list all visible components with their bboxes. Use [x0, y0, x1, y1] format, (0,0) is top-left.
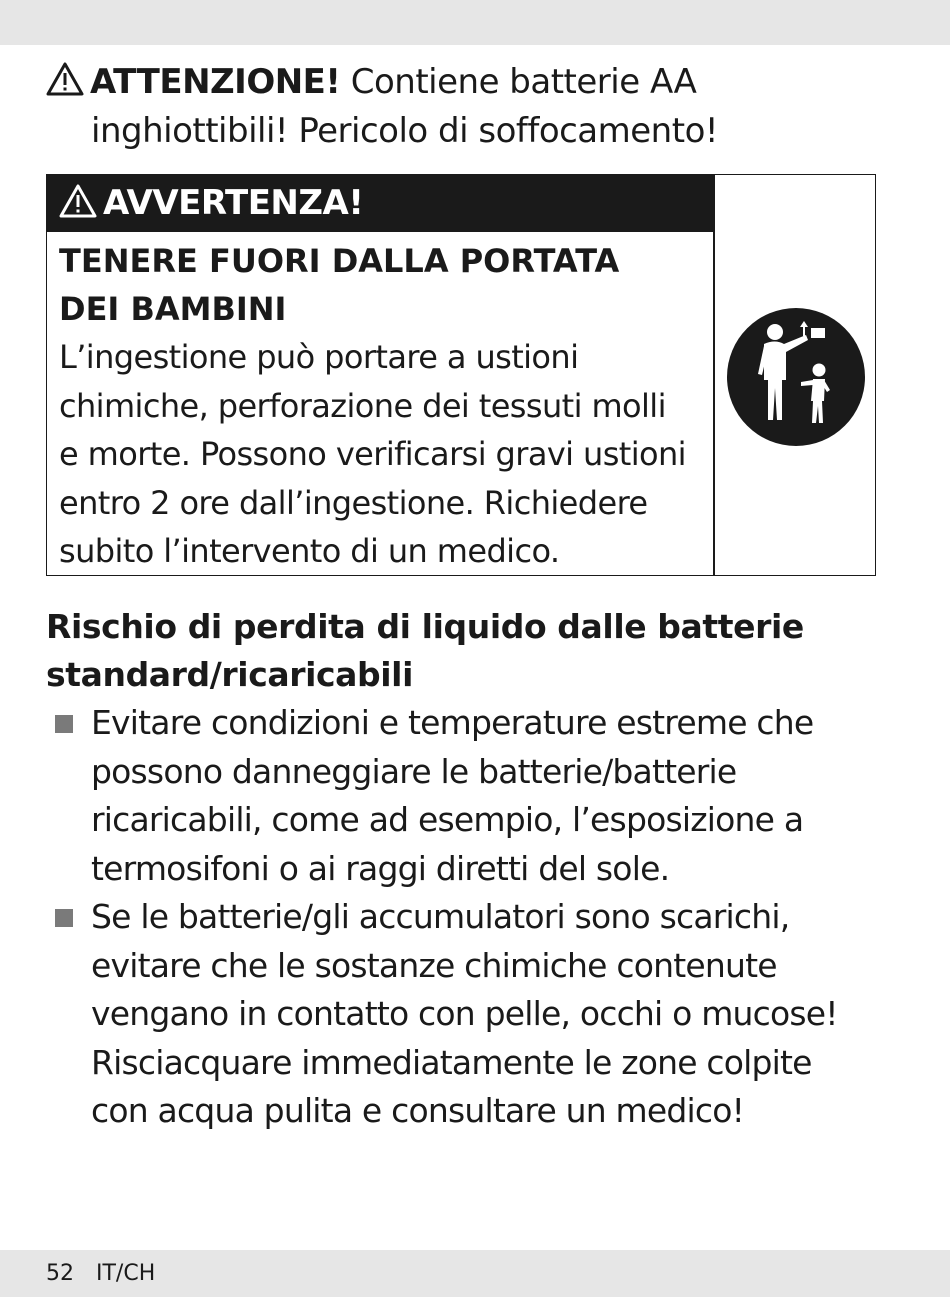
section-title-line: standard/ricaricabili [46, 655, 414, 694]
warning-text-line: entro 2 ore dall’ingestione. Richiedere [59, 483, 648, 522]
section-title-line: Rischio di perdita di liquido dalle batterie [46, 607, 804, 646]
top-band [0, 0, 950, 45]
warning-header [47, 175, 714, 232]
locale-label: IT/CH [96, 1261, 156, 1286]
warning-text-line: chimiche, perforazione dei tessuti molli [59, 386, 666, 425]
keep-away-from-children-icon [727, 308, 865, 446]
warning-title [59, 237, 709, 333]
warning-triangle-icon [46, 62, 84, 96]
attention-keyword: ATTENZIONE! [90, 62, 341, 102]
attention-line-2: inghiottibili! Pericolo di soffocamento! [91, 111, 718, 151]
warning-box [46, 174, 876, 576]
warning-title-line: TENERE FUORI DALLA PORTATA [59, 242, 620, 280]
bullet-line: possono danneggiare le batterie/batterie [91, 751, 737, 791]
attention-line-1: Contiene batterie AA [340, 62, 697, 102]
section-title [46, 603, 906, 699]
warning-title-line: DEI BAMBINI [59, 290, 287, 328]
bullet-line: ricaricabili, come ad esempio, l’esposizione a [91, 800, 804, 839]
warning-body [59, 237, 709, 576]
warning-header-label: AVVERTENZA! [103, 183, 364, 223]
attention-notice [46, 58, 906, 156]
warning-text-line: L’ingestione può portare a ustioni [59, 338, 579, 376]
bullet-line: Se le batterie/gli accumulatori sono scarichi, [91, 897, 790, 936]
page-number: 52 [46, 1261, 74, 1286]
warning-triangle-icon [59, 184, 97, 218]
bullet-line: termosifoni o ai raggi diretti del sole. [91, 848, 670, 888]
bullet-line: Risciacquare immediatamente le zone colpite [91, 1042, 812, 1082]
warning-text-line: subito l’intervento di un medico. [59, 532, 560, 570]
bullet-line: vengano in contatto con pelle, occhi o mucose! [91, 994, 838, 1033]
bullet-item [46, 893, 906, 1136]
battery-leak-section [46, 603, 906, 1136]
warning-text-line: e morte. Possono verificarsi gravi ustioni [59, 435, 686, 473]
bullet-line: evitare che le sostanze chimiche contenute [91, 945, 777, 985]
bullet-line: con acqua pulita e consultare un medico! [91, 1091, 745, 1130]
page-footer [46, 1261, 177, 1287]
bullet-item [46, 699, 906, 893]
bullet-line: Evitare condizioni e temperature estreme che [91, 703, 814, 742]
bullet-square-icon [55, 909, 73, 927]
bullet-square-icon [55, 715, 73, 733]
warning-box-divider [713, 175, 715, 575]
warning-text [59, 333, 709, 576]
